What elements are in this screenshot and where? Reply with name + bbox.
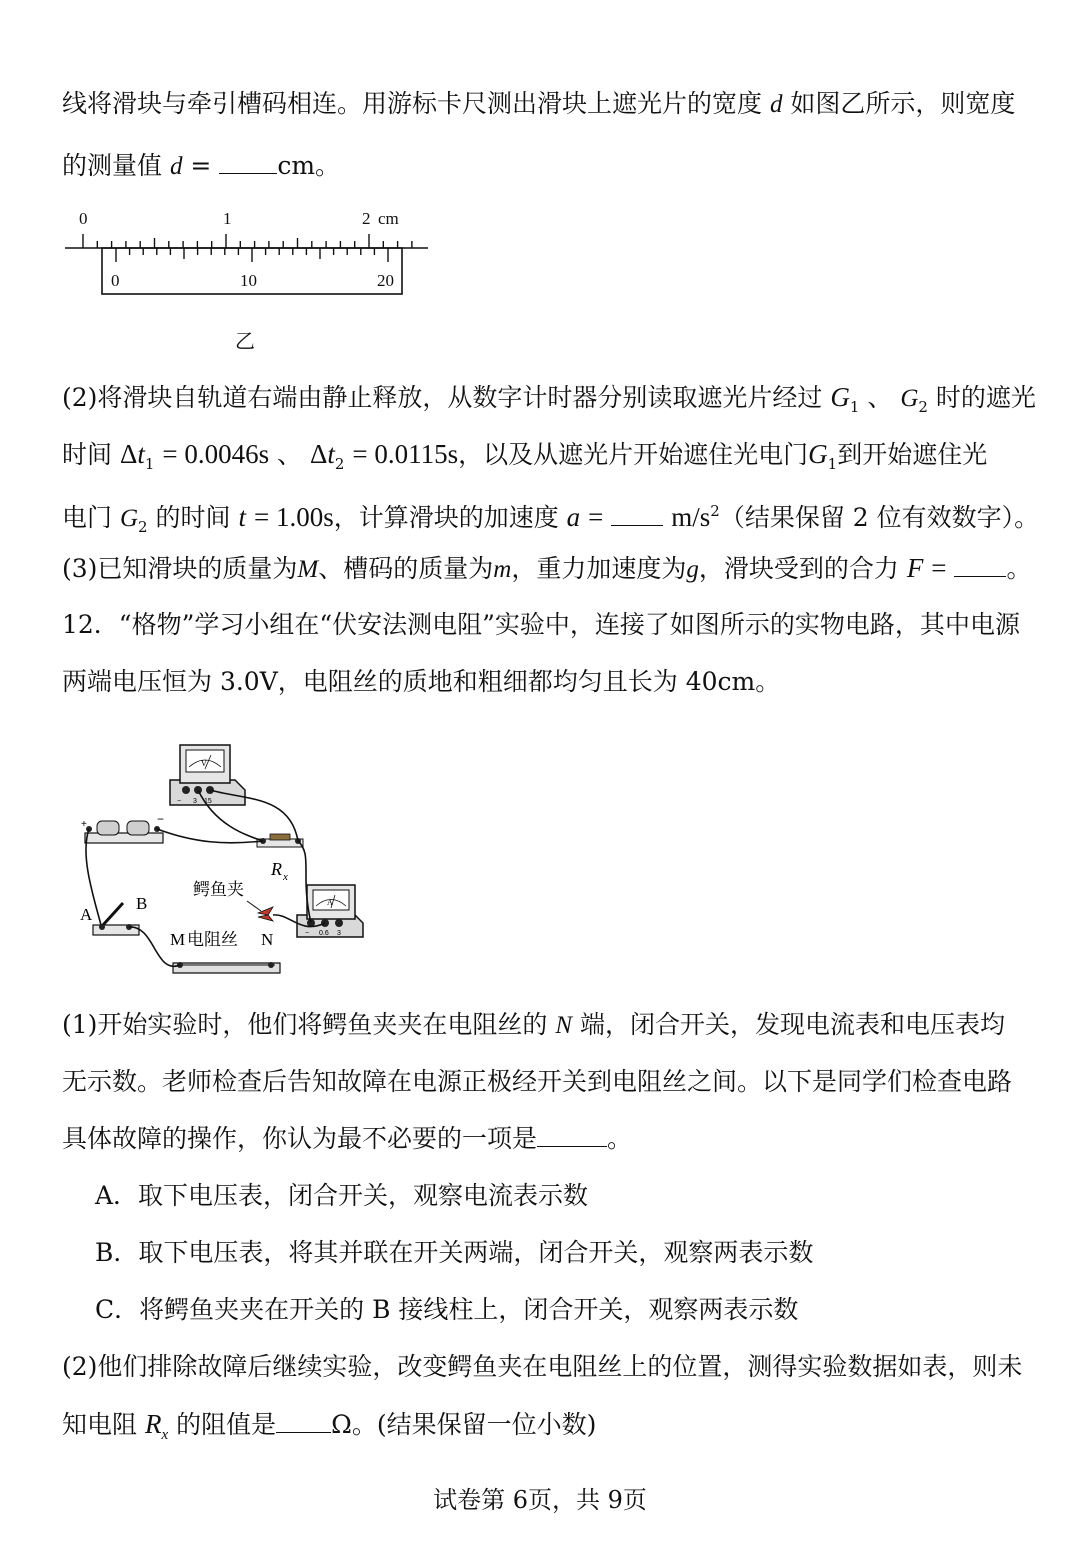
unit: cm。 [277, 151, 341, 180]
answer-blank[interactable] [611, 503, 663, 526]
value: = 0.0115s [352, 439, 459, 469]
equals: = [190, 151, 212, 180]
equals: = [588, 502, 604, 532]
var-d: d [169, 153, 183, 180]
var-G: G [119, 505, 139, 532]
text: 电门 [62, 503, 113, 532]
text: 、槽码的质量为 [318, 554, 494, 583]
minus-sign: − [157, 812, 165, 826]
var-G: G [900, 385, 919, 412]
resistance-wire [170, 930, 280, 973]
answer-blank[interactable] [954, 554, 1006, 577]
terminal-label: 3 [193, 798, 197, 805]
label-N: N [261, 930, 274, 949]
terminal-label: 15 [204, 798, 212, 805]
label-B: B [136, 894, 148, 913]
delta-symbol: Δ [119, 439, 138, 469]
main-scale-ticks [83, 234, 412, 248]
value: = 0.0046s [162, 439, 270, 469]
var-d: d [769, 91, 783, 118]
text-line: 无示数。老师检查后告知故障在电源正极经开关到电阻丝之间。以下是同学们检查电路 [62, 1067, 1013, 1096]
option-b[interactable]: B．取下电压表，将其并联在开关两端，闭合开关，观察两表示数 [95, 1238, 814, 1267]
var-R: R [144, 1409, 162, 1439]
var-t: t [238, 502, 247, 532]
vernier-label: 20 [377, 271, 394, 290]
equals: = [931, 553, 947, 583]
text-line [62, 377, 1036, 427]
voltmeter [170, 745, 245, 805]
var-m: m [493, 556, 512, 583]
rx-subscript: x [283, 871, 288, 883]
subscript: 1 [849, 398, 860, 416]
plus-sign: + [81, 819, 87, 830]
text: ，计算滑块的加速度 [333, 503, 559, 532]
var-N: N [555, 1012, 573, 1039]
superscript: 2 [710, 502, 720, 520]
terminal-label: − [177, 798, 182, 805]
text: ，重力加速度为 [511, 554, 687, 583]
alligator-clip [193, 880, 273, 921]
answer-blank[interactable] [537, 1124, 607, 1147]
text: （结果保留 2 位有效数字）。 [719, 503, 1040, 532]
var-M: M [297, 556, 319, 583]
text: ，滑块受到的合力 [698, 554, 899, 583]
main-scale-label: 1 [223, 209, 232, 228]
text: ，以及从遮光片开始遮住光电门 [458, 440, 809, 469]
text: 具体故障的操作，你认为最不必要的一项是 [62, 1124, 538, 1153]
vernier-label: 10 [240, 271, 257, 290]
text: 到开始遮住光 [837, 440, 988, 469]
text: 知电阻 [62, 1410, 138, 1439]
subscript: x [161, 1427, 169, 1443]
text-line: (2)他们排除故障后继续实验，改变鳄鱼夹在电阻丝上的位置，测得实验数据如表，则未 [62, 1352, 1023, 1381]
text: 的阻值是 [176, 1410, 277, 1439]
var-G: G [830, 382, 850, 412]
subscript: 2 [334, 455, 345, 473]
text-line [62, 434, 987, 484]
text: 的测量值 [62, 151, 163, 180]
main-scale-label: 0 [79, 209, 88, 228]
rx-label: R [271, 859, 282, 879]
ammeter-label: A [327, 898, 333, 907]
label-M: M [170, 930, 186, 949]
text: 线将滑块与牵引槽码相连。用游标卡尺测出滑块上遮光片的宽度 [62, 89, 763, 118]
main-scale-label: 2 [362, 209, 371, 228]
subscript: 1 [827, 455, 838, 473]
text-line: 12．“格物”学习小组在“伏安法测电阻”实验中，连接了如图所示的实物电路，其中电源 [62, 610, 1020, 639]
subscript: 2 [918, 398, 928, 416]
var-a: a [566, 502, 581, 532]
option-a[interactable]: A．取下电压表，闭合开关，观察电流表示数 [95, 1181, 589, 1210]
option-c[interactable]: C．将鳄鱼夹夹在开关的 B 接线柱上，闭合开关，观察两表示数 [95, 1295, 799, 1324]
text: 。 [607, 1124, 633, 1153]
text-line [62, 146, 340, 187]
terminal-label: 0.6 [319, 930, 329, 937]
voltmeter-label: V [201, 759, 207, 768]
battery [81, 812, 164, 843]
text-line [62, 491, 1039, 547]
var-t: t [327, 439, 335, 469]
text: 时间 [62, 440, 113, 469]
wire-label: 电阻丝 [187, 930, 238, 950]
text: 的时间 [155, 503, 231, 532]
text: (2)将滑块自轨道右端由静止释放，从数字计时器分别读取遮光片经过 [62, 383, 823, 412]
clip-label: 鳄鱼夹 [193, 880, 244, 900]
unit: m/s [671, 502, 711, 532]
vernier-caliper-figure [60, 205, 440, 305]
text-line [62, 84, 1015, 125]
answer-blank[interactable] [276, 1410, 331, 1433]
label-A: A [80, 905, 93, 924]
var-g: g [686, 556, 699, 583]
terminal-label: 3 [337, 930, 341, 937]
text: (3)已知滑块的质量为 [62, 554, 298, 583]
page-footer: 试卷第 6页，共 9页 [433, 1486, 647, 1514]
var-F: F [906, 553, 924, 583]
resistor-rx [257, 834, 303, 883]
vernier-label: 0 [111, 271, 120, 290]
subscript: 1 [144, 455, 155, 473]
text: 、 [867, 383, 893, 412]
main-scale-label: cm [378, 209, 399, 228]
vernier-scale-ticks [116, 248, 388, 262]
text: 。 [1006, 554, 1032, 583]
text-line [62, 1005, 1005, 1046]
text: 端，闭合开关，发现电流表和电压表均 [580, 1010, 1006, 1039]
text-line [62, 1404, 596, 1455]
value: = 1.00s [253, 502, 334, 532]
text-line [62, 548, 1031, 590]
figure-caption: 乙 [235, 329, 255, 353]
text: (1)开始实验时，他们将鳄鱼夹夹在电阻丝的 [62, 1010, 548, 1039]
text: 如图乙所示，则宽度 [790, 89, 1016, 118]
var-t: t [137, 439, 145, 469]
text-line: 两端电压恒为 3.0V，电阻丝的质地和粗细都均匀且长为 40cm。 [62, 667, 781, 696]
circuit-figure [75, 735, 375, 985]
var-G: G [808, 439, 828, 469]
text: Ω。(结果保留一位小数) [331, 1410, 597, 1439]
delta-symbol: Δ [310, 439, 328, 469]
terminal-label: − [305, 930, 310, 937]
text: 、 [277, 440, 303, 469]
text: 时的遮光 [935, 383, 1036, 412]
answer-blank[interactable] [219, 151, 277, 174]
subscript: 2 [138, 518, 148, 536]
text-line [62, 1119, 632, 1159]
